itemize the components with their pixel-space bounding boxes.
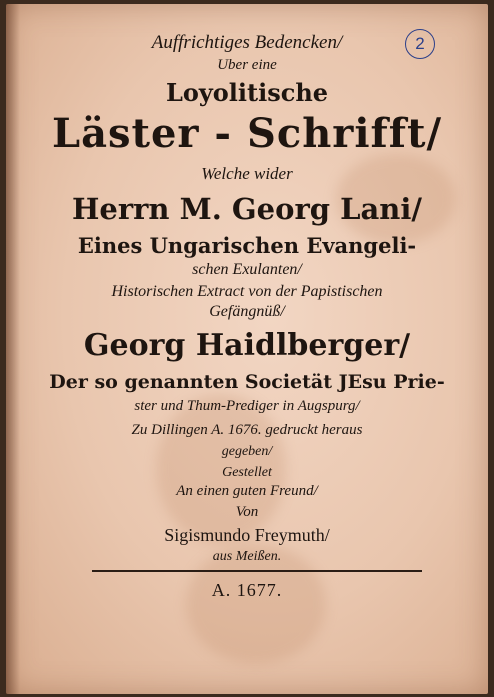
title-line: aus Meißen. — [212, 549, 282, 564]
title-line: Welche wider — [201, 164, 293, 183]
title-line: Auffrichtiges Bedencken/ — [151, 32, 343, 53]
title-page — [6, 4, 488, 694]
title-line: Historischen Extract von der Papistischen — [111, 283, 383, 300]
title-line: Zu Dillingen A. 1676. gedruckt heraus — [131, 422, 363, 438]
title-line: ster und Thum-Prediger in Augspurg/ — [134, 398, 360, 414]
title-line: Gestellet — [222, 465, 272, 480]
imprint-year: A. 1677. — [211, 580, 283, 600]
title-line: Der so genannten Societät JEsu Prie- — [49, 371, 445, 393]
title-line: Herrn M. Georg Lani/ — [72, 192, 422, 226]
title-line: schen Exulanten/ — [192, 261, 302, 278]
title-line: Von — [235, 504, 259, 520]
title-line: Uber eine — [217, 57, 277, 73]
page-number-annotation: 2 — [405, 29, 435, 59]
title-line: Gefängnüß/ — [209, 303, 285, 320]
title-line: Georg Haidlberger/ — [83, 328, 411, 363]
title-line: Loyolitische — [165, 78, 329, 107]
title-line: Eines Ungarischen Evangeli- — [77, 233, 417, 258]
title-line: Läster - Schrifft/ — [51, 110, 443, 157]
title-line: gegeben/ — [221, 444, 273, 459]
author-name: Sigismundo Freymuth/ — [164, 525, 330, 545]
divider-rule — [92, 570, 422, 572]
title-line: An einen guten Freund/ — [176, 483, 318, 499]
